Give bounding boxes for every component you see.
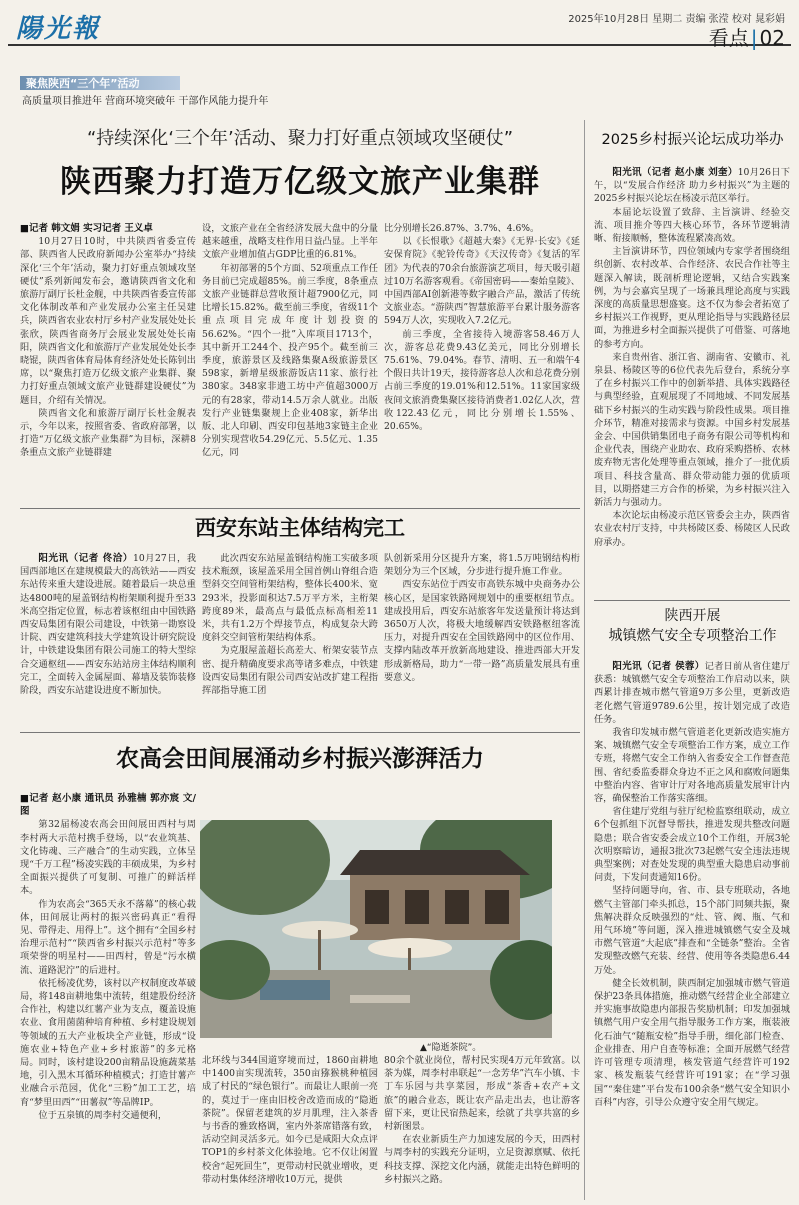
- lead-paragraph: 前三季度，全省接待入境游客58.46万人次，游客总花费9.43亿美元，同比分别增长75.61%、79.04%。春节、清明、五一和端午4个假日共计19天，接待游客总人次和总花费分别占前三季度的19.01%和12.51%。11家国家级夜间文旅消费集聚区接待消费者1.02亿人次，营收122.43亿元，同比分别增长1.55%、20.65%。: [384, 328, 580, 433]
- rural-column-1: [20, 792, 196, 1202]
- station-paragraph: [20, 552, 196, 697]
- divider: [20, 732, 580, 733]
- rural-paragraph: 80余个就业岗位，帮村民实现4万元年致富。以茶为媒，周李村串联起“一念芳华”汽车小镇、卡丁车乐园与共享菜园，形成“茶香+农产+文旅”的融合业态，既让农产品走出去，也让游客留下来，更让民宿热起来，绘就了共享共富的乡村新图景。: [384, 1055, 580, 1133]
- station-byline: 阳光讯（记者 佟洽）: [38, 553, 133, 564]
- lead-paragraph: 10月27日10时，中共陕西省委宣传部、陕西省人民政府新闻办公室举办“持续深化‘三个年’活动，聚力打好重点领域攻坚硬仗”系列新闻发布会，邀请陕西省文化和旅游厅副厅长杜金舰，中共陕西省委宣传部文化体制改革和产业发展办公室主任吴建兵，陕西省农业农村厅乡村产业发展处处长张欣，陕西省商务厅会展业发展处处长南阳，陕西省文化和旅游厅产业发展处处长李晓锟，陕西省体育局体育经济处处长陈钊出席，以“聚焦打造万亿级文旅产业集群、聚力打好重点领域文旅产业链群建设硬仗”为题目，介绍有关情况。: [20, 236, 196, 406]
- station-paragraph: 此次西安东站屋盖钢结构施工实破多项技术瓶颈，该屋盖采用全国首例山脊组合造型斜交空间管桁架结构，整体长400米、宽293米，投影面积达7.5万平方米，主桁架跨度89米，最高点与最低点标高相差11米，共有1.2万个焊接节点，构成复杂大跨度斜交空间管桁架结构体系。: [202, 553, 378, 644]
- lead-headline: 陕西聚力打造万亿级文旅产业集群: [60, 164, 540, 200]
- section-name: 看点: [708, 26, 749, 50]
- forum-paragraph: 本次论坛由杨凌示范区管委会主办，陕西省农业农村厅支持，中共杨陵区委、杨陵区人民政府承办。: [594, 510, 790, 548]
- station-paragraph: 为克服屋盖超长高差大、桁架安装节点密、提升精确度要求高等诸多难点，中铁建设西安局集团有限公司西安站改扩建工程指挥部指导施工团: [202, 645, 378, 697]
- forum-text: 10月26日下午，以“发展合作经济 助力乡村振兴”为主题的2025乡村振兴论坛在杨凌示范区举行。: [594, 167, 790, 205]
- gas-headline: [590, 606, 795, 646]
- campaign-banner: [20, 76, 310, 107]
- lead-kicker: “持续深化‘三个年’活动、聚力打好重点领域攻坚硬仗”: [86, 128, 514, 149]
- gas-text: 记者日前从省住建厅获悉：城镇燃气安全专项整治工作启动以来，陕西累计排查城市燃气管道9万多公里，更新改造老化燃气管道9789.6公里，按计划完成了改造任务。: [594, 661, 790, 725]
- forum-headline: 2025乡村振兴论坛成功举办: [601, 132, 784, 148]
- section-separator: |: [750, 26, 758, 50]
- lead-paragraph: 以《长恨歌》《超越大秦》《无界·长安》《延安保育院》《驼铃传奇》《天汉传奇》《复活的军团》为代表的70余台旅游演艺项目，每天吸引超过10万名游客观看。《帝国密码——秦始皇陵》、中国西部AI创新港等数字融合产品，激活了传统文旅业态。“游陕西”智慧旅游平台累计服务游客594万人次，实现收入7.2亿元。: [384, 236, 580, 327]
- lead-paragraph: 年初部署的5个方面、52项重点工作任务目前已完成超85%。前三季度，8条重点文旅产业链群总营收预计超7900亿元，同比增长15.82%。截至前三季度，省级11个重点项目完成年度计划投资的56.62%。“四个一批”入库项目1713个，其中新开工244个、投产95个。截至前三季度，旅游景区及线路集聚A级旅游景区598家，新增星级旅游饭店11家、旅行社380家。348家非遗工坊中产值超3000万元的有28家，带动14.5万余人就业。出版发行产业链集聚规上企业408家，新华出版、北人印刷、西安印包基地3家链主企业分别实现营收54.29亿元、5.5亿元、1.35亿元，同: [202, 262, 378, 459]
- lead-byline: ■记者 韩文娟 实习记者 王义卓: [20, 223, 153, 234]
- lead-column-3: [384, 222, 580, 512]
- rural-paragraph: 北环线与344国道穿境而过，1860亩耕地中1400亩实现流转，350亩猕猴桃种植园成了村民的“绿色银行”。而最让人眼前一亮的，莫过于一座由旧校舍改造而成的“隐逝茶院”。保留老建筑的岁月肌理，注入茶香与书香的雅致格调，室内外茶席错落有致，活动空间灵活多元。如今已是咸阳大众点评TOP1的乡村茶文化体验地。它不仅让闲置校舍“起死回生”，更带动村民就业增收，更带动村集体经济增收10万元，提供: [202, 1055, 378, 1185]
- rural-headline: 农高会田间展涌动乡村振兴澎湃活力: [116, 746, 484, 772]
- lead-column-1: [20, 222, 196, 512]
- rural-paragraph: 作为农高会“365天永不落幕”的核心载体，田间展让两村的振兴密码真正“看得见、带得走、用得上”。这个拥有“全国乡村治理示范村”“陕西省乡村振兴示范村”等多项荣誉的明星村——田西村，曾是“污水横流、道路泥泞”的后进村。: [20, 898, 196, 976]
- page-section: [709, 22, 785, 51]
- banner-title: 聚焦陕西“三个年”活动: [26, 77, 140, 90]
- gas-paragraph: 省住建厅党组与驻厅纪检监察组联动，成立6个包抓组下沉督导帮扶，推进发现共整改问题隐患；联合省安委会成立10个工作组，开展3轮次明察暗访，通报3批次73起燃气安全违法违规典型案例；对查处发现的典型重大隐患启动事前问责，下发问责通知16份。: [594, 806, 790, 884]
- gas-paragraph: 我省印发城市燃气管道老化更新改造实施方案、城镇燃气安全专项整治工作方案，成立工作专班，将燃气安全工作纳入省委安全工作督查范围、省纪委监委群众身边不正之风和腐败问题集中整治内容、省审计厅对各地高质量发展审计内容，确保整治工作落实落细。: [594, 727, 790, 805]
- tea-house-photo: [200, 820, 552, 1038]
- photo-caption: ▲“隐逝茶院”。: [420, 1043, 482, 1053]
- gas-headline-line1: 陕西开展: [664, 608, 721, 624]
- station-headline: 西安东站主体结构完工: [195, 516, 405, 540]
- rural-byline: ■记者 赵小康 通讯员 孙雅楠 郭亦宸 文/图: [20, 793, 196, 818]
- gas-byline: 阳光讯（记者 侯蓉）: [612, 661, 705, 672]
- gas-body: [594, 660, 790, 1200]
- station-text: 10月27日，我国西部地区在建规模最大的高铁站——西安东站传来重大建设进展。随着最后一块总重达4800吨的屋盖钢结构桁架顺利提升至33米高空指定位置，标志着该枢纽由中国铁路西安局集团有限公司建设，中铁第一勘察设计院、西安建筑科技大学建筑设计研究院设计，中铁建设集团有限公司施工的特大型综合交通枢纽——西安东站站房主体结构顺利完工，全面转入金属屋面、幕墙及装饰装修阶段，西安东站建设进度不断加快。: [20, 553, 196, 697]
- forum-paragraph: 来自贵州省、浙江省、湖南省、安徽市、礼泉县、杨陵区等的6位代表先后登台，系统分享了在乡村振兴工作中的创新举措、具体实践路径与典型经验，直观展现了不同地域、不同发展基础下乡村振兴的生动实践与阶段性成果。项目推介环节，精准对接需求与资源。中国乡村发展基金会、中国供销集团电子商务有限公司等机构和企业代表，围绕产业助农、政府采购搭桥、农林废弃物无害化处理等重点领域，推介了一批优质项目、科技含量高、群众带动能力强的优质项目，以期搭建三方合作的桥梁，为乡村振兴注入新活力与强动力。: [594, 351, 790, 509]
- station-column-3: [384, 552, 580, 732]
- rural-column-2: [202, 1054, 378, 1202]
- banner-subtitle: 高质量项目推进年 营商环境突破年 干部作风能力提升年: [22, 96, 269, 107]
- lead-paragraph: 比分别增长26.87%、3.7%、4.6%。: [384, 223, 540, 234]
- divider: [594, 600, 790, 601]
- tea-house-illustration: [200, 820, 552, 1038]
- forum-byline: 阳光讯（记者 赵小康 刘奎）: [612, 167, 738, 178]
- rural-paragraph: 第32届杨凌农高会田间展田西村与周李村两大示范村携手登场，以“农业筑基、文化铸魂、三产融合”的生动实践，立体呈现“千万工程”杨凌实践的丰硕成果，为乡村全面振兴提供了可复制、可推广的鲜活样本。: [20, 819, 196, 897]
- column-rule: [584, 120, 585, 1200]
- lead-column-2: [202, 222, 378, 512]
- newspaper-logo: 陽光報: [16, 14, 101, 44]
- issue-line: 2025年10月28日 星期二 责编 张滢 校对 晁彩娟: [568, 14, 785, 25]
- lead-paragraph: 设，文旅产业在全省经济发展大盘中的分量越来越重，战略支柱作用日益凸显。上半年文旅产业增加值占GDP比重的6.81%。: [202, 223, 378, 261]
- station-paragraph: 西安东站位于西安市高铁东城中央商务办公核心区，是国家铁路网规划中的重要枢纽节点。建成投用后，西安东站旅客年发送量预计将达到3650万人次，将极大地缓解西安铁路枢纽客流压力，对提升西安在全国铁路网中的区位作用、支撑内陆改革开放新高地建设、推进西部大开发形成新格局，助力“一带一路”高质量发展具有重要意义。: [384, 579, 580, 683]
- gas-paragraph: 健全长效机制，陕西制定加强城市燃气管道保护23条具体措施，推动燃气经营企业全部建立并实施事故隐患内部报告奖励机制；印发加强城镇燃气用户安全用气指导服务工作方案，瓶装液化石油气“随瓶安检”指导手册，细化部门检查、企业排查、用户自查等标准；全面开展燃气经营许可管理专项清理，核发管道气经营许可192家、核发瓶装气经营许可191家；在“学习强国”“秦住建”平台发布100余条“燃气安全知识小百科”内容，引导公众遵守安全用气规定。: [594, 977, 790, 1108]
- lead-paragraph: 陕西省文化和旅游厅副厅长杜金舰表示，今年以来，按照省委、省政府部署，以打造“万亿级文旅产业集群”为目标，深耕8条重点文旅产业链群建: [20, 407, 196, 459]
- page-number: 02: [759, 26, 785, 50]
- station-column-1: [20, 552, 196, 732]
- rural-column-3: [384, 1054, 580, 1202]
- masthead: [8, 6, 791, 50]
- rural-paragraph: 位于五泉镇的周李村交通便利，: [38, 1109, 168, 1121]
- gas-paragraph: [594, 660, 790, 726]
- forum-paragraph: 主旨演讲环节，四位领域内专家学者围绕组织创新、农村改革、合作经济、农民合作社等主题深入解读，既剖析理论逻辑，又结合实践案例，为与会嘉宾呈现了一场兼具理论高度与实践深度的高质量思想盛宴。这不仅为参会者拓宽了乡村振兴工作视野，更从理论指导与实践路径层面，为推进乡村全面振兴提供了可借鉴、可落地的参考方向。: [594, 246, 790, 350]
- forum-paragraph: 本届论坛设置了致辞、主旨演讲、经验交流、项目推介等四大核心环节，各环节逻辑清晰、衔接顺畅，整体流程紧凑高效。: [594, 206, 790, 245]
- station-column-2: [202, 552, 378, 732]
- forum-body: [594, 166, 790, 601]
- rural-paragraph: 在农业新质生产力加速发展的今天，田西村与周李村的实践充分证明，立足资源禀赋、依托科技支撑、深挖文化内涵，就能走出特色鲜明的乡村振兴之路。: [384, 1134, 580, 1185]
- rural-paragraph: 依托杨凌优势，该村以产权制度改革破局，将148亩耕地集中流转，组建股份经济合作社，构建以红薯产业为支点，覆盖设施农业、食用菌菌种培育种植、乡村建设规划等领域的五大产业板块全产业链，形成“设施农业+特色产业+乡村旅游”的多元格局。同时，该村建设200亩精品设施蔬菜基地，引入黑木耳循环种植模式；打造甘薯产业融合示范园，优化“三粉”加工工艺，培育“梦里田西”“田薯叔”等品牌IP。: [20, 977, 196, 1108]
- gas-headline-line2: 城镇燃气安全专项整治工作: [608, 628, 777, 644]
- forum-paragraph: [594, 166, 790, 206]
- gas-paragraph: 坚持问题导向，省、市、县专班联动，各地燃气主管部门牵头抓总，15个部门同频共振，聚焦解决群众反映强烈的“灶、管、阀、瓶、气和用气环境”等问题，深入推进城镇燃气安全及城市燃气管道“大起底”排查和“全链条”整治。全省发现整改燃气充装、经营、使用等各类隐患6.44万处。: [594, 885, 790, 976]
- divider: [20, 508, 580, 509]
- station-paragraph: 队创新采用分区提升方案，将1.5万吨钢结构桁架划分为三个区域，分步进行提升施工作业。: [384, 553, 580, 578]
